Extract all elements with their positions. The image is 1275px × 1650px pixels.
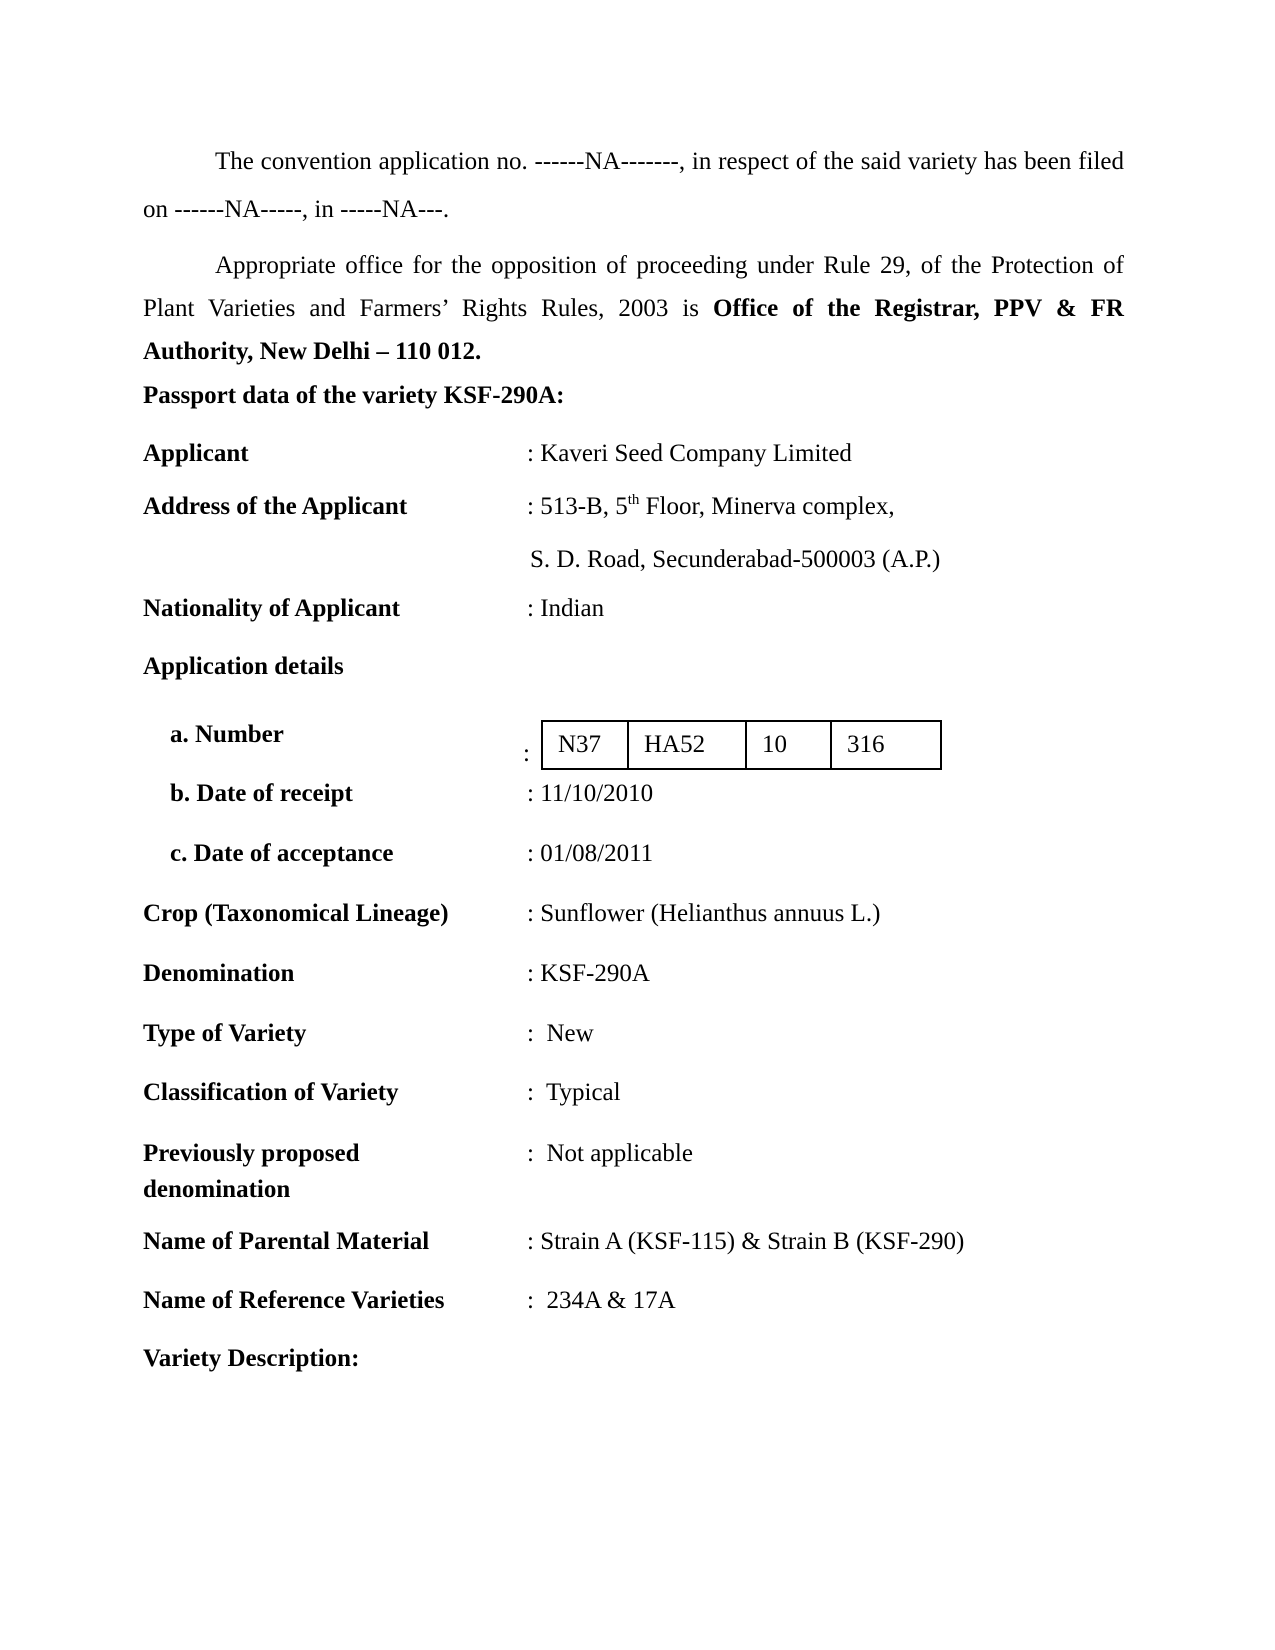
appropriate-office-paragraph: [143, 244, 1124, 373]
type-of-variety-label: Type of Variety: [143, 1020, 307, 1047]
passport-data-heading: Passport data of the variety KSF-290A:: [143, 382, 565, 409]
previous-denomination-label: Previously proposed denomination: [143, 1140, 360, 1203]
parental-material-row: [143, 1224, 1153, 1260]
address-label: Address of the Applicant: [143, 493, 408, 520]
reference-varieties-row: [143, 1283, 1153, 1319]
address-line2: S. D. Road, Secunderabad-500003 (A.P.): [530, 546, 941, 573]
application-number-cell-1: N37: [542, 721, 628, 769]
number-colon: :: [523, 740, 530, 767]
registrar-office-bold-text: Office of the Registrar, PPV & FR Authority, New Delhi – 110 012.: [143, 295, 1124, 365]
convention-application-paragraph: [143, 138, 1124, 234]
classification-row: [143, 1075, 1153, 1111]
classification-label: Classification of Variety: [143, 1079, 399, 1106]
date-of-receipt-row: [143, 776, 1153, 812]
date-of-receipt-label: b. Date of receipt: [170, 780, 353, 807]
reference-varieties-label: Name of Reference Varieties: [143, 1287, 445, 1314]
nationality-value: : Indian: [527, 595, 605, 622]
address-row: [143, 489, 1153, 528]
application-number-cell-3: 10: [746, 721, 831, 769]
number-label: a. Number: [170, 721, 284, 748]
applicant-row: [143, 436, 1153, 472]
denomination-label: Denomination: [143, 960, 295, 987]
application-number-cell-2: HA52: [628, 721, 746, 769]
appropriate-office-text: Appropriate office for the opposition of proceeding under Rule 29, of the Protection of Plant Varieties and Farmers’ Rights Rules, 2003 is: [143, 252, 1124, 322]
nationality-label: Nationality of Applicant: [143, 595, 400, 622]
address-ordinal-superscript: th: [627, 492, 640, 508]
application-number-row: [542, 721, 941, 769]
application-number-cell-4: 316: [831, 721, 941, 769]
date-of-acceptance-value: : 01/08/2011: [527, 840, 654, 867]
address-value: [527, 489, 895, 528]
address-value-post: Floor, Minerva complex,: [639, 493, 895, 520]
applicant-value: : Kaveri Seed Company Limited: [527, 440, 852, 467]
denomination-row: [143, 956, 1153, 992]
parental-material-value: : Strain A (KSF-115) & Strain B (KSF-290): [527, 1228, 965, 1255]
classification-value: : Typical: [527, 1079, 621, 1106]
date-of-receipt-value: : 11/10/2010: [527, 780, 654, 807]
date-of-acceptance-row: [143, 836, 1153, 872]
convention-application-text: The convention application no. ------NA-------, in respect of the said variety has been filed on ------NA-----, in -----NA---.: [143, 148, 1124, 223]
address-value-pre: : 513-B, 5: [527, 493, 628, 520]
parental-material-label: Name of Parental Material: [143, 1228, 430, 1255]
applicant-label: Applicant: [143, 440, 249, 467]
nationality-row: [143, 591, 1153, 627]
type-of-variety-row: [143, 1016, 1153, 1052]
date-of-acceptance-label: c. Date of acceptance: [170, 840, 394, 867]
reference-varieties-value: : 234A & 17A: [527, 1287, 676, 1314]
application-details-heading: Application details: [143, 653, 344, 680]
variety-description-heading: Variety Description:: [143, 1345, 360, 1372]
type-of-variety-value: : New: [527, 1020, 594, 1047]
previous-denomination-row: [143, 1136, 1153, 1208]
crop-value: : Sunflower (Helianthus annuus L.): [527, 900, 881, 927]
crop-row: [143, 896, 1153, 932]
previous-denomination-value: : Not applicable: [527, 1140, 693, 1167]
denomination-value: : KSF-290A: [527, 960, 650, 987]
application-number-table: [541, 720, 942, 770]
crop-label: Crop (Taxonomical Lineage): [143, 900, 449, 927]
